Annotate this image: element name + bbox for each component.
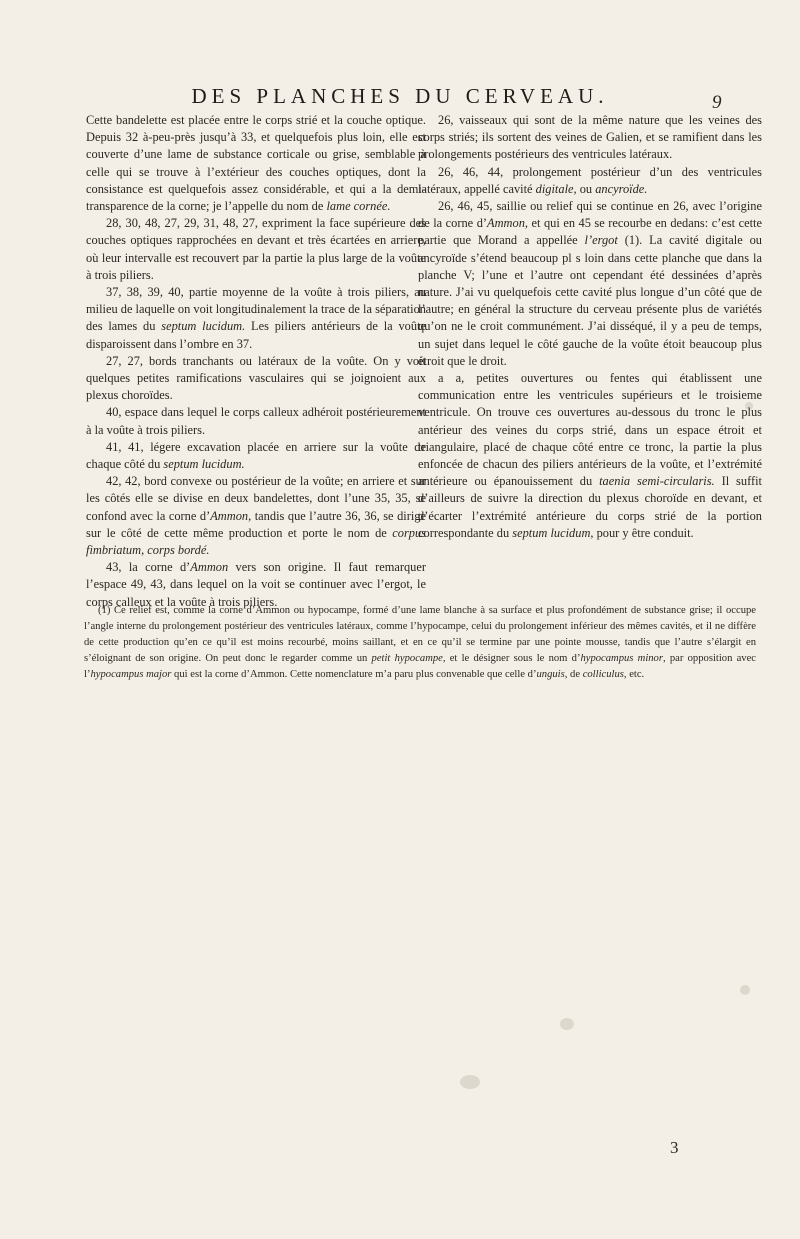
italic-text: hypocampus minor	[580, 653, 663, 664]
paper-stain	[460, 1075, 480, 1089]
footnote-paragraph	[84, 603, 756, 683]
text-run: 42, 42, bord convexe ou postérieur de la voûte; en arriere et sur les côtés elle se divise en deux bandelettes, dont l’une 35, 35, se confond avec la corne d’	[86, 474, 426, 523]
text-run: 26, vaisseaux qui sont de la même nature que les veines des corps striés; ils sortent des veines de Galien, et se ramifient dans les prolongements postérieurs des ventricules latéraux.	[418, 113, 762, 162]
running-head: DES PLANCHES DU CERVEAU.	[191, 84, 609, 108]
text-run: , de	[564, 669, 583, 680]
italic-text: unguis	[536, 669, 565, 680]
text-run: (1) Ce relief est, comme la corne d’Ammon ou hypocampe, formé d’une lame blanche à sa surface et plus profondément de substance grise; il occupe l’angle interne du prolongement postérieur des ventricules latéraux, comme l’hypocampe, celui du prolongement inférieur des mêmes cavités, et il ne diffère de cette production qu’en ce qu’il est moins recourbé, moins saillant, et en ce qu’il se termine par une pointe mousse, tandis que l’autre s’élargit en s’éloignant de son origine. On peut donc le regarder comme un	[84, 605, 756, 664]
text-run: , etc.	[623, 669, 645, 680]
text-run: vers son origine. Il faut remarquer l’espace 49, 43, dans lequel on la voit se continuer avec l’ergot, le corps calleux et la voûte à trois piliers.	[86, 560, 426, 609]
footnote	[84, 603, 756, 683]
text-run: 27, 27, bords tranchants ou latéraux de la voûte. On y voit quelques petites ramifications vasculaires qui se joignoient aux plexus choroïdes.	[86, 353, 426, 403]
text-run: ou	[576, 181, 596, 196]
italic-text: lame cornée.	[326, 199, 391, 214]
paper-stain	[560, 1018, 574, 1030]
text-run: et qui en 45 se recourbe en dedans: c’est cette partie que Morand a appellée	[418, 216, 762, 248]
text-run: (1). La cavité digitale ou ancyroïde s’étend beaucoup pl s loin dans cette planche que dans la planche V; l’une et l’autre ont cependant été dessinées d’après nature. J’ai vu quelquefois cette cavité plus longue d’un côté que de l’autre; en général la structure du cerveau présente plus de variétés qu’on ne le croit communément. J’ai disséqué, il y a peu de temps, un sujet dans lequel le côté gauche de la voûte étoit beaucoup plus étroit que le droit.	[418, 233, 762, 368]
text-run: 40, espace dans lequel le corps calleux adhéroit postérieurement à la voûte à trois piliers.	[86, 405, 426, 437]
text-run: 26, 46, 45, saillie ou relief qui se continue en 26, avec l’origine de la corne d’	[418, 199, 762, 231]
text-run: 43, la corne d’	[106, 560, 191, 575]
paragraph	[86, 112, 426, 215]
text-run: pour y être conduit.	[593, 525, 694, 540]
italic-text: septum lucidum,	[512, 525, 594, 540]
text-run: , et le désigner sous le nom d’	[442, 653, 581, 664]
page-number: 9	[712, 92, 722, 113]
paragraph	[86, 439, 426, 473]
paragraph	[418, 112, 762, 164]
paragraph	[86, 404, 426, 438]
text-run: 41, 41, légere excavation placée en arriere sur la voûte de chaque côté du	[86, 439, 426, 472]
italic-text: hypocampus major	[90, 669, 172, 680]
left-column	[86, 112, 426, 611]
paragraph	[418, 370, 762, 542]
italic-text: colliculus	[582, 669, 624, 680]
paragraph	[86, 215, 426, 284]
text-run: qui est la corne d’Ammon. Cette nomenclature m’a paru plus convenable que celle d’	[171, 669, 537, 680]
paragraph	[418, 164, 762, 198]
italic-text: corpus fimbriatum, corps bordé.	[86, 525, 426, 558]
text-run: a a, petites ouvertures ou fentes qui établissent une communication entre les ventricules supérieurs et le troisieme ventricule. On trouve ces ouvertures au-dessous du tronc le plus antérieur des veines du corps strié, dans un espace étroit et triangulaire, placé de chaque côté entre ce tronc, la partie la plus enfoncée de chacun des piliers antérieurs de la voûte, et l’extrémité antérieure ou épanouissement du	[418, 371, 762, 489]
paragraph	[86, 353, 426, 405]
italic-text: Ammon,	[210, 508, 252, 523]
paragraph	[86, 284, 426, 353]
italic-text: petit hypocampe	[371, 653, 443, 664]
text-run: 28, 30, 48, 27, 29, 31, 48, 27, expriment la face supérieure des couches optiques rapprochées en devant et très écartées en arriere, où leur intervalle est recouvert par la partie la plus large de la voûte à trois piliers.	[86, 216, 426, 282]
italic-text: septum lucidum.	[161, 319, 246, 334]
right-column	[418, 112, 762, 542]
paragraph	[86, 473, 426, 559]
text-run: Cette bandelette est placée entre le corps strié et la couche optique. Depuis 32 à-peu-près jusqu’à 33, et quelquefois plus loin, elle est couverte d’une lame de substance corticale ou grise, semblable à celle qui se trouve à l’extérieur des couches optiques, dont la consistance est quelquefois assez considérable, et qui a la demi-transparence de la corne; je l’appelle du nom de	[86, 113, 426, 214]
text-run: tandis que l’autre 36, 36, se dirige sur le côté de cette même production et porte le nom de	[86, 508, 426, 540]
italic-text: taenia semi-circularis.	[599, 474, 715, 489]
text-run: Les piliers antérieurs de la voûte disparoissent dans l’ombre en 37.	[86, 319, 426, 351]
italic-text: ancyroïde.	[595, 181, 648, 196]
italic-text: Ammon	[190, 560, 229, 575]
signature-mark: 3	[670, 1138, 679, 1157]
italic-text: septum lucidum.	[163, 457, 245, 472]
text-run: 26, 46, 44, prolongement postérieur d’un des ventricules latéraux, appellé cavité	[418, 164, 762, 196]
text-run: , par opposition avec l’	[84, 653, 757, 680]
paragraph	[418, 198, 762, 370]
italic-text: Ammon,	[487, 216, 528, 231]
text-run: 37, 38, 39, 40, partie moyenne de la voûte à trois piliers, au milieu de laquelle on voit longitudinalement la trace de la séparation des lames du	[86, 285, 426, 334]
paper-stain	[740, 985, 750, 995]
italic-text: digitale,	[535, 181, 577, 196]
italic-text: l’ergot	[584, 233, 618, 248]
text-run: Il suffit d’ailleurs de suivre la direction du plexus choroïde en devant, et d’écarter l’extrémité antérieure du corps strié de la portion correspondante du	[418, 474, 762, 540]
